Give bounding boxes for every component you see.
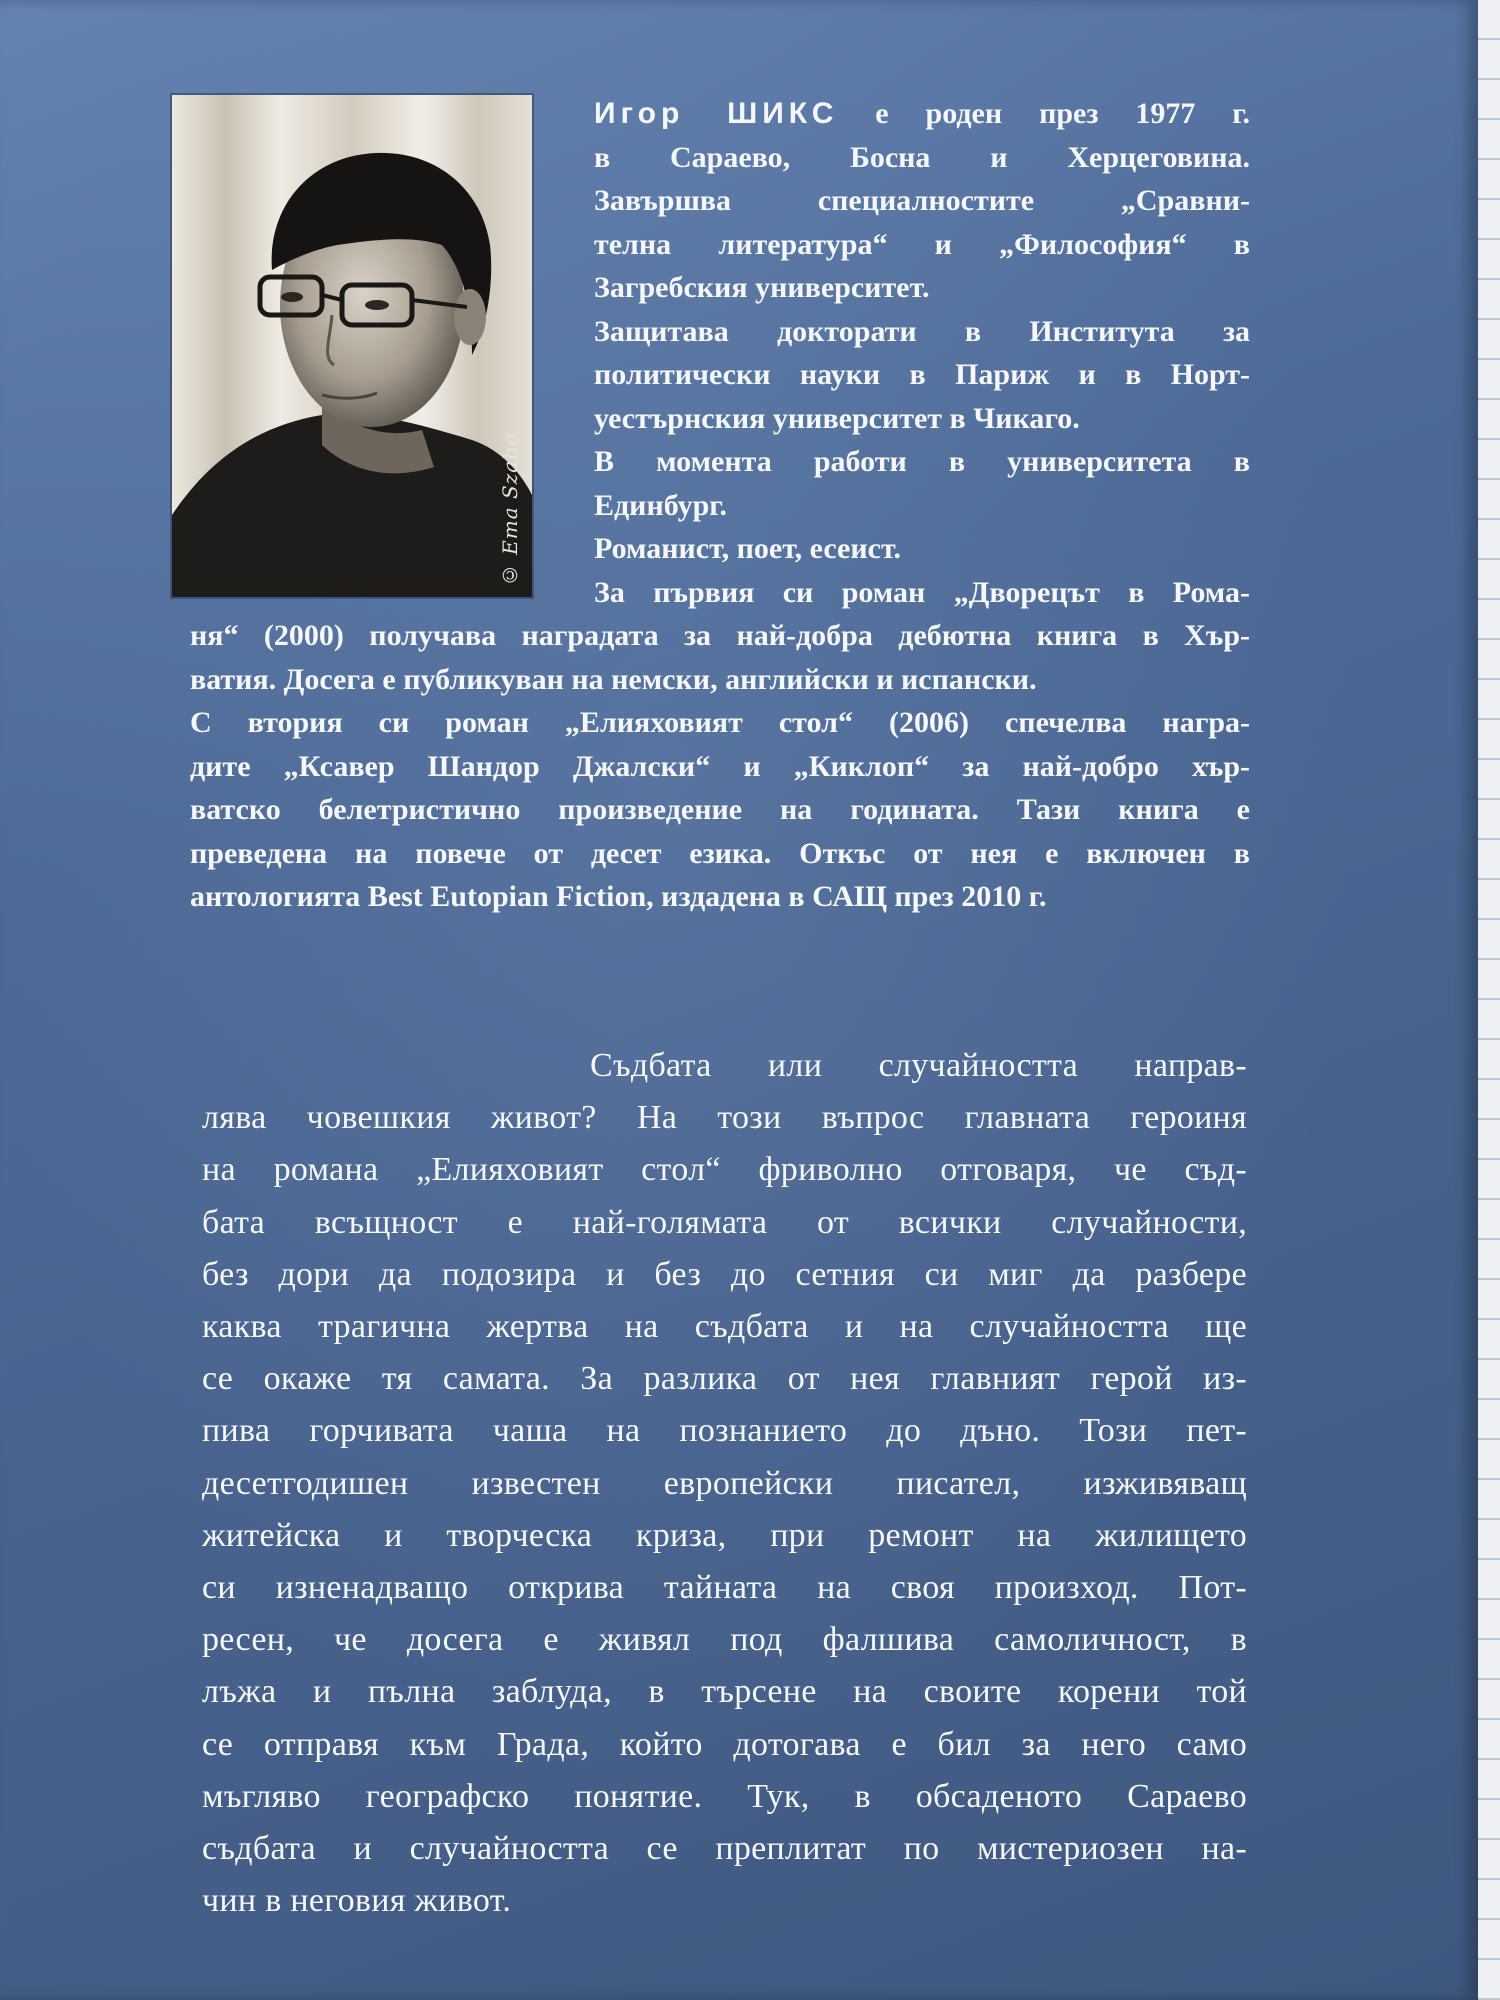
bio-line (190, 92, 1250, 136)
bio-line: телна литература“ и „Философия“ в (594, 227, 1250, 261)
bio-line: Единбург. (594, 488, 728, 522)
photo-credit: © Ema Szabo (498, 432, 522, 587)
blurb-line: лъжа и пълна заблуда, в търсене на своите корени той (202, 1673, 1247, 1711)
blurb-line: лява човешкия живот? На този въпрос главната героиня (202, 1099, 1247, 1137)
bio-line: политически науки в Париж и в Норт- (594, 358, 1250, 391)
author-biography (190, 92, 1250, 919)
lined-paper-background (1478, 0, 1500, 2000)
blurb-line: без дори да подозира и без до сетния си миг да разбере (202, 1255, 1247, 1293)
blurb-line: житейска и творческа криза, при ремонт на жилището (202, 1516, 1247, 1554)
bio-line: В момента работи в университета в (594, 445, 1250, 478)
bio-line: в Сараево, Босна и Херцеговина. (594, 140, 1250, 174)
blurb-line: пива горчивата чаша на познанието до дъно. Този пет- (202, 1412, 1247, 1450)
bio-line: Романист, поет, есеист. (594, 532, 901, 565)
bio-line: За първия си роман „Дворецът в Рома- (594, 575, 1250, 609)
blurb-line: ресен, че досега е живял под фалшива самоличност, в (202, 1621, 1247, 1659)
bio-line: С втория си роман „Елияховият стол“ (2006) спечелва награ- (190, 706, 1250, 739)
blurb-line: на романа „Елияховият стол“ фриволно отговаря, че съд- (202, 1151, 1247, 1189)
bio-line: ватско белетристично произведение на годината. Тази книга е (190, 793, 1250, 826)
book-description (202, 1040, 1247, 1927)
blurb-line: мъгляво географско понятие. Тук, в обсаденото Сараево (202, 1777, 1247, 1815)
blurb-line: си изненадващо открива тайната на своя произход. Пот- (202, 1569, 1247, 1607)
bio-line: дите „Ксавер Шандор Джалски“ и „Киклоп“ за най-добро хър- (190, 749, 1250, 783)
bio-line: преведена на повече от десет езика. Откъс от нея е включен в (190, 836, 1250, 870)
blurb-line: бата всъщност е най-голямата от всички случайности, (202, 1203, 1247, 1241)
blurb-line: Съдбата или случайността направ- (590, 1047, 1247, 1084)
bio-line: ня“ (2000) получава наградата за най-добра дебютна книга в Хър- (190, 619, 1250, 652)
bio-line: ватия. Досега е публикуван на немски, английски и испански. (190, 662, 1037, 696)
blurb-line: съдбата и случайността се преплитат по мистериозен на- (202, 1830, 1247, 1868)
blurb-line: десетгодишен известен европейски писател, изживяващ (202, 1464, 1247, 1502)
bio-line: антологията Best Eutopian Fiction, издадена в САЩ през 2010 г. (190, 880, 1047, 913)
blurb-line: се отправя към Града, който дотогава е бил за него само (202, 1725, 1247, 1763)
author-name: Игор ШИКС (594, 97, 839, 130)
blurb-line: чин в неговия живот. (202, 1882, 512, 1920)
bio-line: уестърнския университет в Чикаго. (594, 401, 1080, 435)
blurb-line: се окаже тя самата. За разлика от нея главният герой из- (202, 1360, 1247, 1398)
bio-line-text: е роден през 1977 г. (838, 97, 1251, 130)
bio-line: Защитава докторати в Института за (594, 314, 1250, 348)
bio-line: Завършва специалностите „Сравни- (594, 184, 1250, 217)
bio-line: Загребския университет. (594, 271, 930, 304)
blurb-line: каква трагична жертва на съдбата и на случайността ще (202, 1308, 1247, 1346)
